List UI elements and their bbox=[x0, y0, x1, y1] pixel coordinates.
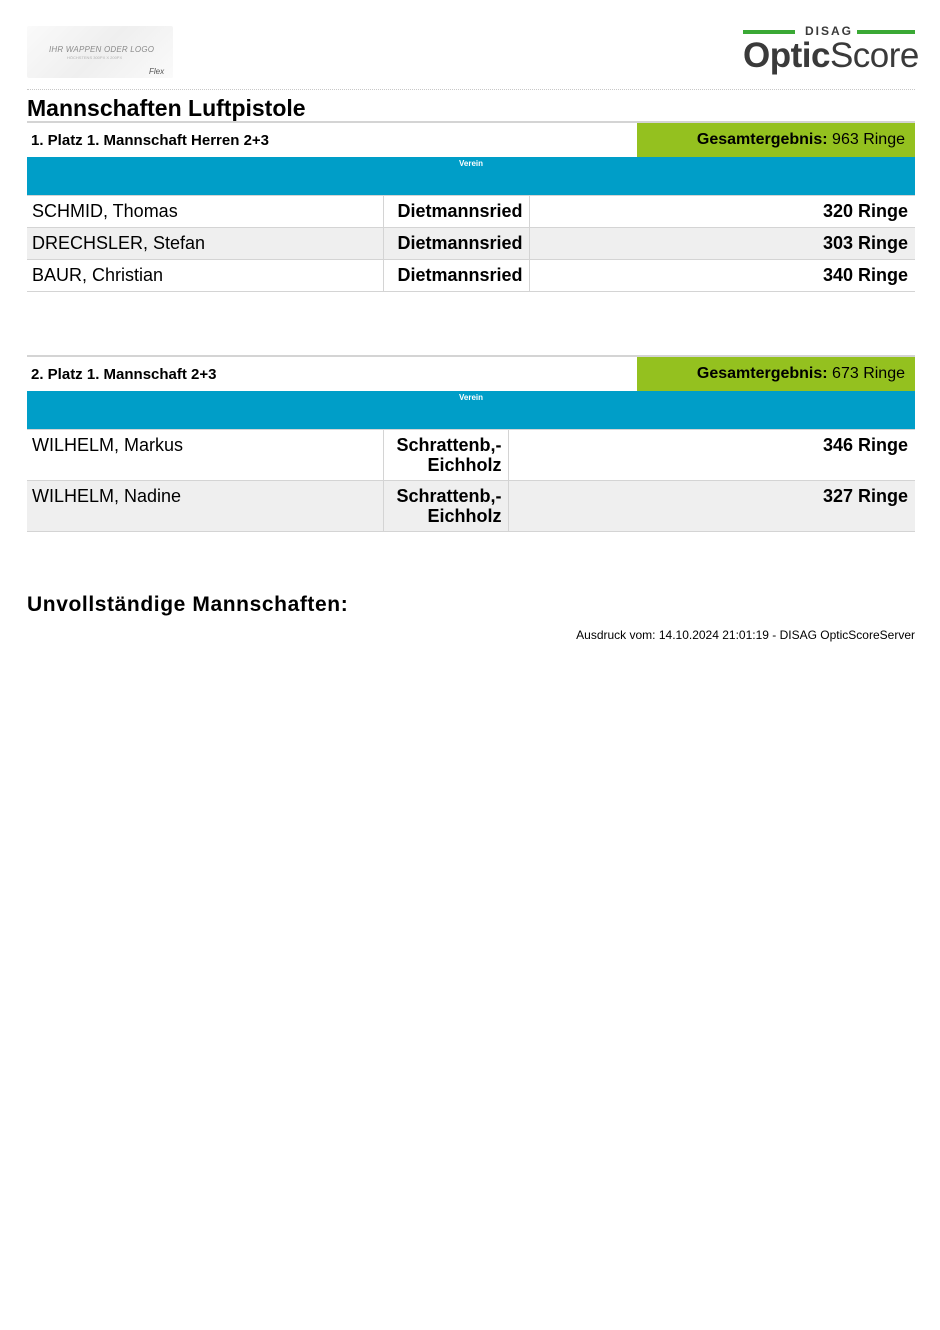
table-row bbox=[27, 481, 915, 532]
print-footer: Ausdruck vom: 14.10.2024 21:01:19 - DISAG OpticScoreServer bbox=[576, 628, 915, 642]
header-divider bbox=[27, 89, 915, 90]
member-name: WILHELM, Markus bbox=[27, 430, 383, 481]
team-place: 2. Platz 1. Mannschaft 2+3 bbox=[27, 356, 637, 391]
team-total-label: Gesamtergebnis: bbox=[696, 131, 828, 148]
team-total bbox=[637, 122, 915, 157]
brand-bar-right bbox=[857, 30, 915, 34]
team-total-value: 673 Ringe bbox=[832, 365, 905, 382]
member-club: Dietmannsried bbox=[383, 228, 529, 260]
disag-opticscore-logo bbox=[743, 24, 919, 80]
member-name: SCHMID, Thomas bbox=[27, 196, 383, 228]
team-total bbox=[637, 356, 915, 391]
logo-subtext: HÖCHSTENS 300PX X 200PX bbox=[67, 55, 123, 60]
logo-placeholder bbox=[27, 26, 173, 78]
member-name: BAUR, Christian bbox=[27, 260, 383, 292]
member-score: 340 Ringe bbox=[529, 260, 915, 292]
table-row bbox=[27, 228, 915, 260]
member-club-line1: Schrattenb,- bbox=[396, 435, 502, 455]
member-name: DRECHSLER, Stefan bbox=[27, 228, 383, 260]
column-header-row bbox=[27, 157, 915, 196]
table-row bbox=[27, 196, 915, 228]
member-name: WILHELM, Nadine bbox=[27, 481, 383, 532]
member-club: Dietmannsried bbox=[383, 196, 529, 228]
logo-flex-text: Flex bbox=[149, 67, 165, 76]
member-club bbox=[383, 430, 508, 481]
team-table bbox=[27, 121, 915, 292]
member-score: 346 Ringe bbox=[508, 430, 915, 481]
team-header-row bbox=[27, 122, 915, 157]
brand-opticscore bbox=[743, 36, 919, 76]
member-score: 303 Ringe bbox=[529, 228, 915, 260]
column-header-verein: Verein bbox=[27, 157, 915, 196]
column-header-row bbox=[27, 391, 915, 430]
team-place: 1. Platz 1. Mannschaft Herren 2+3 bbox=[27, 122, 637, 157]
member-score: 320 Ringe bbox=[529, 196, 915, 228]
table-row bbox=[27, 260, 915, 292]
column-header-verein: Verein bbox=[27, 391, 915, 430]
logo-text: IHR WAPPEN ODER LOGO bbox=[49, 45, 155, 54]
member-club: Dietmannsried bbox=[383, 260, 529, 292]
team-header-row bbox=[27, 356, 915, 391]
brand-bar-left bbox=[743, 30, 795, 34]
page-header bbox=[27, 24, 919, 88]
member-club-line2: Eichholz bbox=[427, 455, 502, 475]
team-total-value: 963 Ringe bbox=[832, 131, 905, 148]
brand-disag: DISAG bbox=[804, 24, 853, 38]
team-table bbox=[27, 355, 915, 532]
team-total-label: Gesamtergebnis: bbox=[696, 365, 828, 382]
member-club-line1: Schrattenb,- bbox=[396, 486, 502, 506]
brand-optic: Optic bbox=[743, 36, 830, 75]
brand-score: Score bbox=[829, 36, 919, 75]
member-club-line2: Eichholz bbox=[427, 506, 502, 526]
table-row bbox=[27, 430, 915, 481]
member-club bbox=[383, 481, 508, 532]
incomplete-teams-heading: Unvollständige Mannschaften: bbox=[27, 593, 349, 616]
member-score: 327 Ringe bbox=[508, 481, 915, 532]
page-title: Mannschaften Luftpistole bbox=[27, 95, 306, 121]
